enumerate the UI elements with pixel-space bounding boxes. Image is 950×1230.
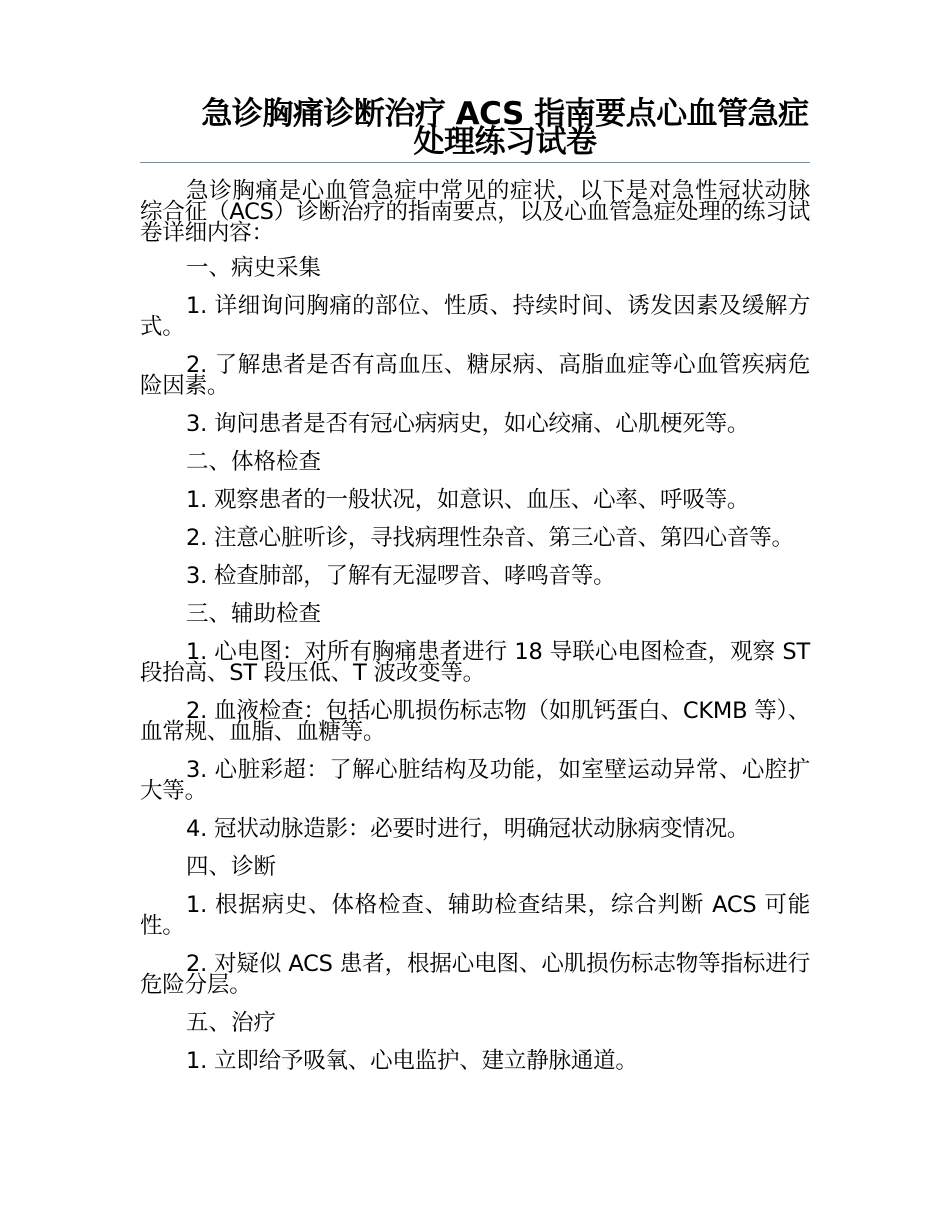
paragraph: 2. 注意心脏听诊，寻找病理性杂音、第三心音、第四心音等。 <box>186 525 794 551</box>
paragraph: 3. 心脏彩超：了解心脏结构及功能，如室壁运动异常、心腔扩大等。 <box>140 757 810 804</box>
paragraph: 1. 观察患者的一般状况，如意识、血压、心率、呼吸等。 <box>186 487 750 513</box>
document-page <box>140 96 810 1089</box>
document-title: 急诊胸痛诊断治疗 ACS 指南要点心血管急症处理练习试卷 <box>201 96 809 160</box>
section-heading-history: 一、病史采集 <box>186 255 322 281</box>
paragraph: 1. 根据病史、体格检查、辅助检查结果，综合判断 ACS 可能性。 <box>140 892 810 939</box>
paragraph: 1. 心电图：对所有胸痛患者进行 18 导联心电图检查，观察 ST 段抬高、ST 段压低、T 波改变等。 <box>140 639 810 686</box>
section-heading-physical-exam: 二、体格检查 <box>186 449 322 475</box>
section-heading-auxiliary-exam: 三、辅助检查 <box>186 601 322 627</box>
paragraph: 3. 询问患者是否有冠心病病史，如心绞痛、心肌梗死等。 <box>186 411 750 437</box>
document-body <box>140 178 810 1074</box>
paragraph: 3. 检查肺部，了解有无湿啰音、哮鸣音等。 <box>186 563 616 589</box>
title-divider <box>140 162 810 163</box>
section-heading-diagnosis: 四、诊断 <box>186 854 277 880</box>
paragraph: 2. 对疑似 ACS 患者，根据心电图、心肌损伤标志物等指标进行危险分层。 <box>140 951 810 998</box>
paragraph: 4. 冠状动脉造影：必要时进行，明确冠状动脉病变情况。 <box>186 816 750 842</box>
paragraph: 1. 立即给予吸氧、心电监护、建立静脉通道。 <box>186 1048 638 1074</box>
intro-paragraph: 急诊胸痛是心血管急症中常见的症状，以下是对急性冠状动脉综合征（ACS）诊断治疗的指南要点，以及心血管急症处理的练习试卷详细内容： <box>140 178 810 246</box>
paragraph: 2. 了解患者是否有高血压、糖尿病、高脂血症等心血管疾病危险因素。 <box>140 352 810 399</box>
paragraph: 1. 详细询问胸痛的部位、性质、持续时间、诱发因素及缓解方式。 <box>140 293 810 340</box>
section-heading-treatment: 五、治疗 <box>186 1010 277 1036</box>
paragraph: 2. 血液检查：包括心肌损伤标志物（如肌钙蛋白、CKMB 等）、血常规、血脂、血糖等。 <box>140 698 810 745</box>
